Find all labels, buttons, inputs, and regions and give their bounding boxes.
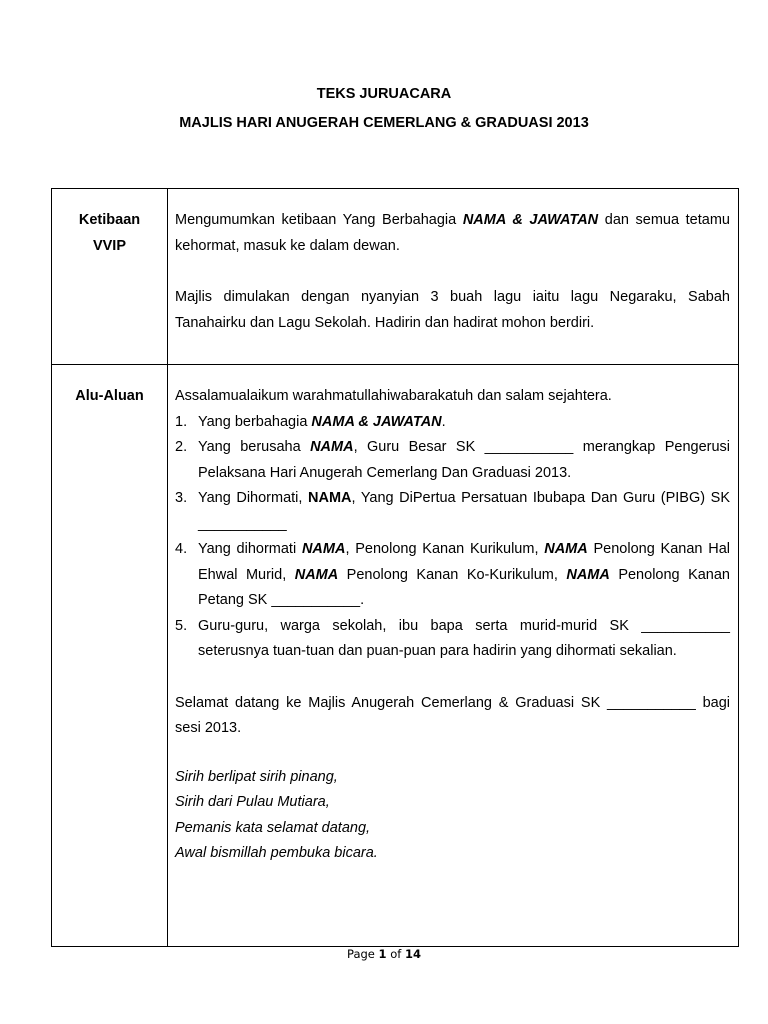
list-number: 4. bbox=[175, 541, 188, 557]
list-number: 1. bbox=[175, 413, 188, 430]
label-line: Ketibaan bbox=[78, 212, 141, 228]
pantun-line: Sirih berlipat sirih pinang, bbox=[175, 768, 338, 785]
honorifics-list bbox=[175, 410, 730, 665]
list-number: 5. bbox=[175, 617, 188, 634]
text-run: Yang dihormati bbox=[198, 541, 302, 557]
list-number: 3. bbox=[175, 490, 188, 506]
script-table bbox=[51, 188, 739, 947]
row-content bbox=[168, 189, 739, 365]
document-subtitle: MAJLIS HARI ANUGERAH CEMERLANG & GRADUASI 2013 bbox=[179, 115, 589, 131]
emphasis-text: NAMA & JAWATAN bbox=[462, 212, 599, 228]
text-run: Penolong Kanan Hal Ehwal Murid, bbox=[198, 541, 730, 583]
text-run: dan semua tetamu kehormat, masuk ke dalam dewan. bbox=[175, 212, 730, 254]
emphasis-text: NAMA bbox=[310, 439, 354, 455]
emphasis-text: NAMA & JAWATAN bbox=[311, 413, 442, 430]
text-run: Mengumumkan ketibaan Yang Berbahagia bbox=[175, 212, 463, 228]
list-item bbox=[175, 537, 730, 614]
row-label bbox=[52, 189, 168, 365]
text-run: Yang berbahagia bbox=[198, 413, 312, 430]
table-row bbox=[52, 365, 739, 947]
pantun-line: Awal bismillah pembuka bicara. bbox=[175, 845, 378, 861]
emphasis-text: NAMA bbox=[566, 566, 610, 583]
paragraph bbox=[175, 208, 730, 259]
current-page-number: 1 bbox=[378, 947, 387, 961]
text-run: , Yang DiPertua Persatuan Ibubapa Dan Guru (PIBG) SK ___________ bbox=[198, 490, 730, 532]
greeting-paragraph: Assalamualaikum warahmatullahiwabarakatuh dan salam sejahtera. bbox=[175, 388, 612, 404]
total-page-count: 14 bbox=[404, 947, 421, 961]
emphasis-text: NAMA bbox=[308, 490, 352, 506]
footer-text: Page bbox=[347, 947, 379, 961]
text-run: . bbox=[441, 413, 446, 430]
text-run: Penolong Kanan Petang SK ___________. bbox=[198, 566, 730, 608]
label-line: VVIP bbox=[92, 237, 127, 254]
text-run: Yang Dihormati, bbox=[198, 490, 308, 506]
text-run: Yang berusaha bbox=[198, 439, 311, 455]
pantun-line: Pemanis kata selamat datang, bbox=[175, 819, 371, 836]
row-content bbox=[168, 365, 739, 947]
list-item bbox=[175, 486, 730, 537]
list-number: 2. bbox=[175, 439, 188, 455]
text-run: Guru-guru, warga sekolah, ibu bapa serta murid-murid SK ___________ seterusnya tuan-tuan dan puan-puan para hadirin yang dihormati sekalian. bbox=[198, 617, 730, 659]
text-run: , Guru Besar SK ___________ merangkap Pengerusi Pelaksana Hari Anugerah Cemerlang Dan Graduasi 2013. bbox=[198, 439, 730, 481]
list-item bbox=[175, 435, 730, 486]
emphasis-text: NAMA bbox=[544, 541, 588, 557]
emphasis-text: NAMA bbox=[294, 566, 339, 583]
table-row bbox=[52, 189, 739, 365]
document-title: TEKS JURUACARA bbox=[316, 86, 452, 102]
footer-text: of bbox=[386, 947, 405, 961]
text-run: Penolong Kanan Ko-Kurikulum, bbox=[338, 566, 567, 583]
welcome-paragraph: Selamat datang ke Majlis Anugerah Cemerlang & Graduasi SK ___________ bagi sesi 2013. bbox=[175, 694, 730, 736]
text-run: , Penolong Kanan Kurikulum, bbox=[345, 541, 545, 557]
list-item bbox=[175, 410, 730, 436]
list-item bbox=[175, 614, 730, 665]
emphasis-text: NAMA bbox=[301, 541, 346, 557]
paragraph: Majlis dimulakan dengan nyanyian 3 buah lagu iaitu lagu Negaraku, Sabah Tanahairku dan Lagu Sekolah. Hadirin dan hadirat mohon berdiri. bbox=[175, 289, 730, 331]
pantun-line: Sirih dari Pulau Mutiara, bbox=[175, 794, 330, 810]
pantun-verse bbox=[175, 765, 730, 867]
row-label: Alu-Aluan bbox=[52, 365, 168, 947]
page-footer bbox=[0, 947, 768, 961]
